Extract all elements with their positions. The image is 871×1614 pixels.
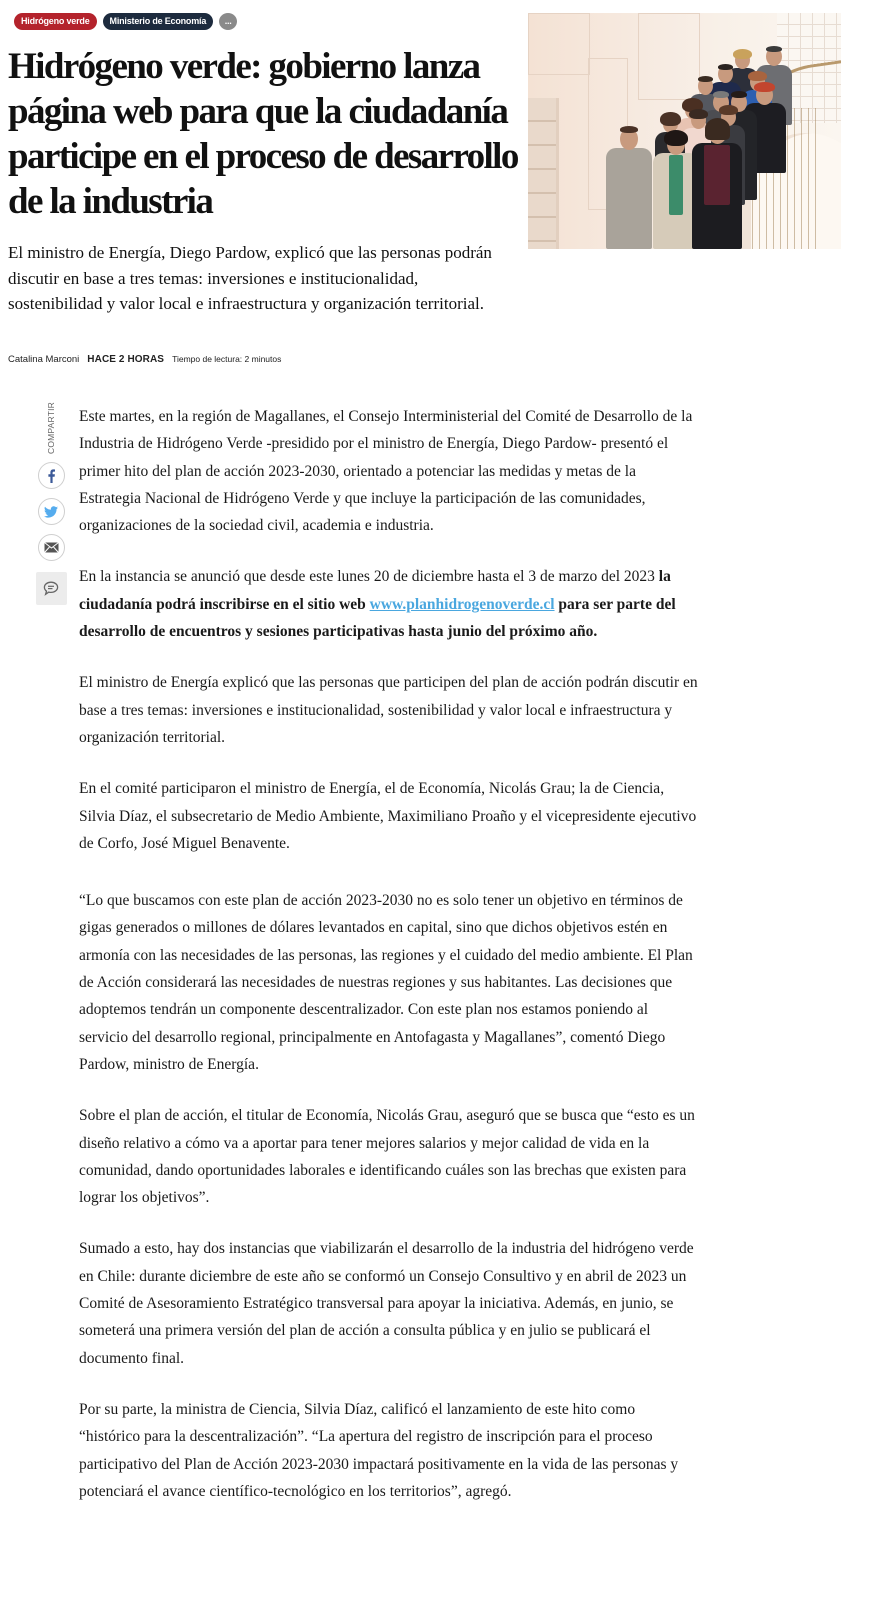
- paragraph: En el comité participaron el ministro de Energía, el de Economía, Nicolás Grau; la de Ciencia, Silvia Díaz, el subsecretario de Medio Ambiente, Maximiliano Proaño y el vicepresidente ejecutivo de Corfo, José Miguel Benavente.: [79, 780, 697, 852]
- comment-icon: [43, 581, 59, 596]
- share-email-button[interactable]: [38, 534, 65, 561]
- tag-list: [14, 13, 237, 30]
- article-title: Hidrógeno verde: gobierno lanza página web para que la ciudadanía participe en el proceso de desarrollo de la industria: [8, 46, 518, 222]
- paragraph-bold-text: la ciudadanía podrá inscribirse en el sitio web: [79, 568, 671, 613]
- comments-button[interactable]: [36, 572, 67, 605]
- paragraph: Sobre el plan de acción, el titular de Economía, Nicolás Grau, aseguró que se busca que “esto es un diseño relativo a cómo va a aportar para tener mejores salarios y mejor calidad de vida en la comunidad, dando oportunidades laborales e identificando cuáles son las brechas que existen para lograr los objetivos”.: [79, 1107, 695, 1207]
- paragraph-bold-text: para ser parte del desarrollo de encuentros y sesiones participativas hasta junio del próximo año.: [79, 595, 676, 641]
- share-label: COMPARTIR: [46, 401, 56, 454]
- more-tags-button[interactable]: ...: [219, 13, 237, 30]
- website-link[interactable]: www.planhidrogenoverde.cl: [369, 595, 555, 613]
- tag-hidrogeno-verde[interactable]: Hidrógeno verde: [14, 13, 97, 30]
- reading-time: Tiempo de lectura: 2 minutos: [172, 354, 282, 364]
- article-meta: [8, 354, 281, 365]
- share-facebook-button[interactable]: [38, 462, 65, 489]
- paragraph: Sumado a esto, hay dos instancias que viabilizarán el desarrollo de la industria del hidrógeno verde en Chile: durante diciembre de este año se conformó un Consejo Consultivo y en abril de 2023 un Comité de Asesoramiento Estratégico transversal para apoyar la iniciativa. Además, en junio, se someterá una primera versión del plan de acción a consulta pública y en julio se publicará el documento final.: [79, 1240, 694, 1367]
- paragraph: [79, 563, 699, 645]
- paragraph: El ministro de Energía explicó que las personas que participen del plan de acción podrán discutir en base a tres temas: inversiones e institucionalidad, sostenibilidad y valor local e infraestructura y organización territorial.: [79, 674, 698, 746]
- share-rail: [36, 402, 66, 605]
- share-twitter-button[interactable]: [38, 498, 65, 525]
- paragraph: Por su parte, la ministra de Ciencia, Silvia Díaz, calificó el lanzamiento de este hito como “histórico para la descentralización”. “La apertura del registro de inscripción para el proceso participativo del Plan de Acción 2023-2030 impactará positivamente en la vida de las personas y potenciará el avance científico-tecnológico en los territorios”, agregó.: [79, 1400, 679, 1500]
- facebook-icon: [45, 469, 57, 483]
- door: [528, 98, 559, 249]
- tag-ministerio-economia[interactable]: Ministerio de Economía: [103, 13, 214, 30]
- article-body: [79, 403, 699, 1529]
- article-subtitle: El ministro de Energía, Diego Pardow, explicó que las personas podrán discutir en base a tres temas: inversiones e institucionalidad, sostenibilidad y valor local e infraestructura y organización territorial.: [8, 243, 492, 313]
- hero-image[interactable]: [528, 13, 841, 249]
- wall-panel: [528, 13, 590, 75]
- mail-icon: [44, 542, 59, 553]
- wall-panel: [638, 13, 700, 100]
- author-name[interactable]: Catalina Marconi: [8, 354, 80, 365]
- twitter-icon: [44, 506, 58, 518]
- paragraph: “Lo que buscamos con este plan de acción 2023-2030 no es solo tener un objetivo en términos de gigas generados o millones de dólares levantados en capital, sino que dichos objetivos estén en armonía con las necesidades de las personas, las regiones y el cuidado del medio ambiente. El Plan de Acción considerará las necesidades de nuestras regiones y sus habitantes. Las decisiones que adoptemos tendrán un componente descentralizador. Con este plan nos estamos poniendo al servicio del desarrollo regional, principalmente en Antofagasta y Magallanes”, comentó Diego Pardow, ministro de Energía.: [79, 892, 693, 1073]
- paragraph-text: En la instancia se anunció que desde este lunes 20 de diciembre hasta el 3 de marzo del 2023: [79, 568, 659, 586]
- paragraph: Este martes, en la región de Magallanes, el Consejo Interministerial del Comité de Desarrollo de la Industria de Hidrógeno Verde -presidido por el ministro de Energía, Diego Pardow- presentó el primer hito del plan de acción 2023-2030, orientado a potenciar las medidas y metas de la Estrategia Nacional de Hidrógeno Verde y que incluye la participación de las comunidades, organizaciones de la sociedad civil, academia e industria.: [79, 408, 693, 535]
- published-time: HACE 2 HORAS: [87, 354, 165, 365]
